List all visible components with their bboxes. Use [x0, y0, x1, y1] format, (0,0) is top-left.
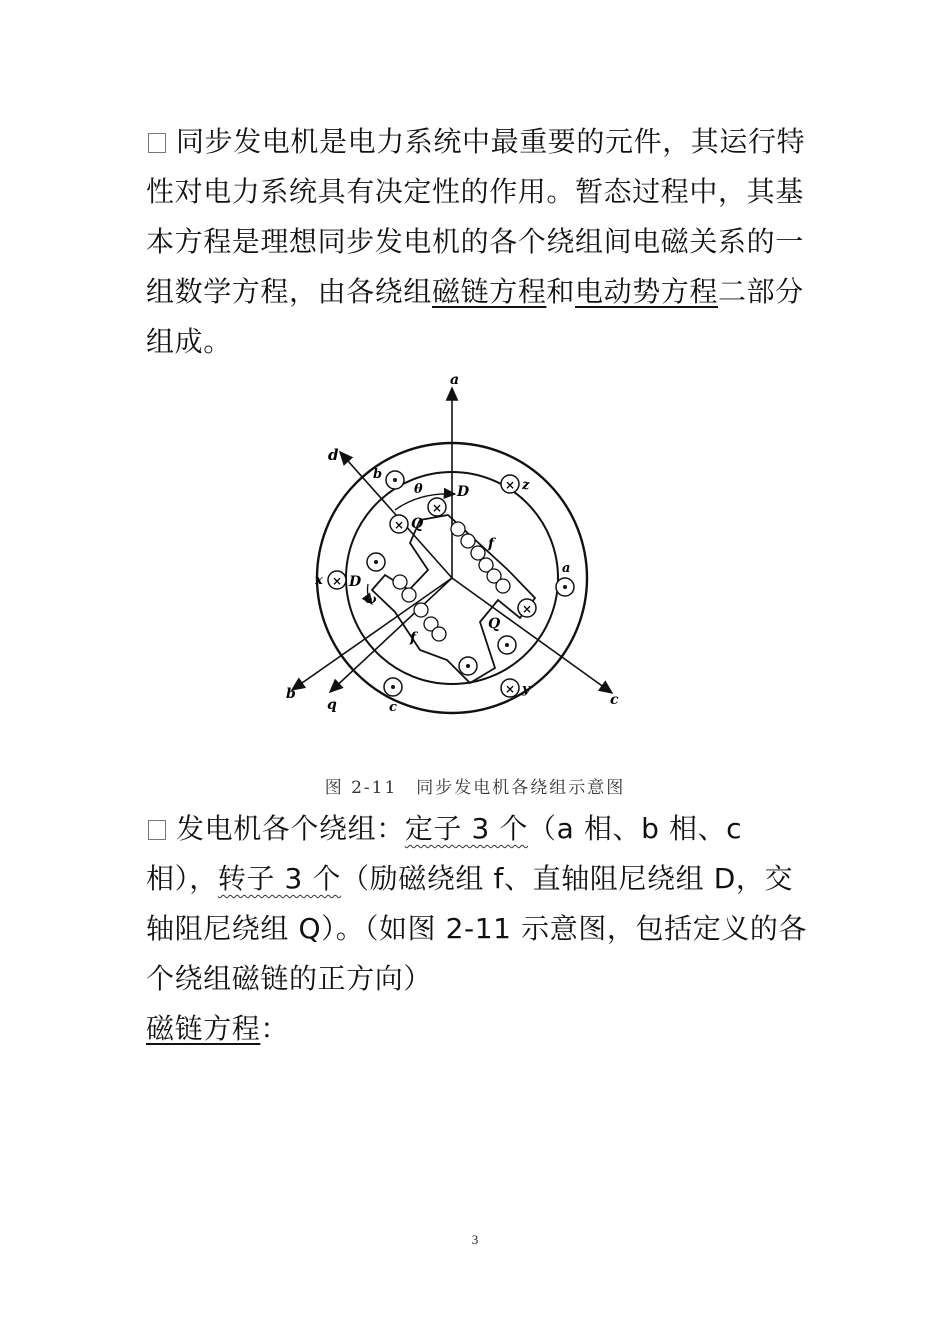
label-b-axis: b: [286, 686, 296, 702]
field-winding-upper: [451, 522, 510, 593]
label-a-coil: a: [562, 561, 571, 576]
rotor-windings: （励磁绕组 f、直轴阻尼绕组 D，交轴阻尼绕组 Q）。（如图 2-11 示意图，包括定义的各个绕组磁链的正方向）: [146, 862, 808, 995]
label-theta: θ: [414, 482, 423, 497]
field-winding-lower: [393, 575, 446, 641]
label-q-axis: q: [327, 697, 337, 713]
label-D-left: D: [349, 574, 362, 590]
label-z-coil: z: [522, 478, 530, 493]
coil-y-cross: [501, 679, 519, 697]
coil-D-top: [428, 498, 446, 516]
label-a-axis: a: [450, 372, 460, 388]
flux-heading-text: 磁链方程: [146, 1012, 261, 1045]
svg-text:×: ×: [522, 602, 533, 616]
flux-equation-link[interactable]: 磁链方程: [432, 275, 547, 308]
windings-paragraph: [146, 804, 811, 1004]
label-x-coil: x: [315, 573, 323, 588]
intro-and: 和: [546, 275, 576, 308]
label-f-lower: f: [410, 630, 417, 646]
coil-Q-top: [390, 515, 408, 533]
svg-text:×: ×: [432, 501, 443, 515]
figure-caption: 图 2-11 同步发电机各绕组示意图: [324, 778, 626, 798]
label-c-coil: c: [389, 700, 397, 715]
svg-text:×: ×: [505, 682, 516, 696]
label-b-coil: b: [373, 467, 383, 482]
rotor-outline: [372, 515, 535, 683]
intro-tail: 二部分组成。: [146, 275, 804, 358]
label-D-top: D: [457, 484, 470, 500]
label-f-upper: f: [488, 536, 495, 552]
coil-z-cross: [501, 475, 519, 493]
stator-count: 定子 3 个: [404, 812, 529, 845]
page-number: 3: [471, 1232, 479, 1247]
label-d-axis: d: [328, 446, 339, 464]
svg-text:×: ×: [505, 478, 516, 492]
generator-winding-diagram: [0, 360, 950, 780]
coil-D-right: [518, 599, 536, 617]
coil-Q-bottom: [498, 636, 516, 654]
stator-phases: （a 相、b 相、c 相），: [146, 812, 743, 895]
bullet-box-icon: [148, 133, 166, 153]
rotor-count: 转子 3 个: [217, 862, 342, 895]
coil-c-dot: [384, 678, 402, 696]
coil-x-cross: [328, 571, 346, 589]
coil-a-dot: [556, 578, 574, 596]
label-omega: ω: [365, 592, 377, 606]
coil-b-dot: [386, 471, 404, 489]
flux-heading: [146, 1004, 811, 1054]
intro-text: 同步发电机是电力系统中最重要的元件，其运行特性对电力系统具有决定性的作用。暂态过程中，其基本方程是理想同步发电机的各个绕组间电磁关系的一组数学方程，由各绕组: [146, 125, 806, 308]
svg-text:×: ×: [332, 574, 343, 588]
emf-equation-link[interactable]: 电动势方程: [575, 275, 719, 308]
label-Q-bottom: Q: [488, 616, 501, 632]
svg-text:×: ×: [394, 518, 405, 532]
flux-heading-colon: ：: [260, 1012, 290, 1045]
intro-paragraph: [146, 117, 811, 367]
coil-D-left: [367, 553, 385, 571]
windings-intro: 发电机各个绕组：: [176, 812, 405, 845]
bullet-box-icon: [148, 820, 166, 840]
label-y-coil: y: [522, 682, 530, 697]
label-Q-top: Q: [411, 516, 424, 532]
label-c-axis: c: [610, 692, 619, 708]
coil-D-lower: [459, 657, 477, 675]
